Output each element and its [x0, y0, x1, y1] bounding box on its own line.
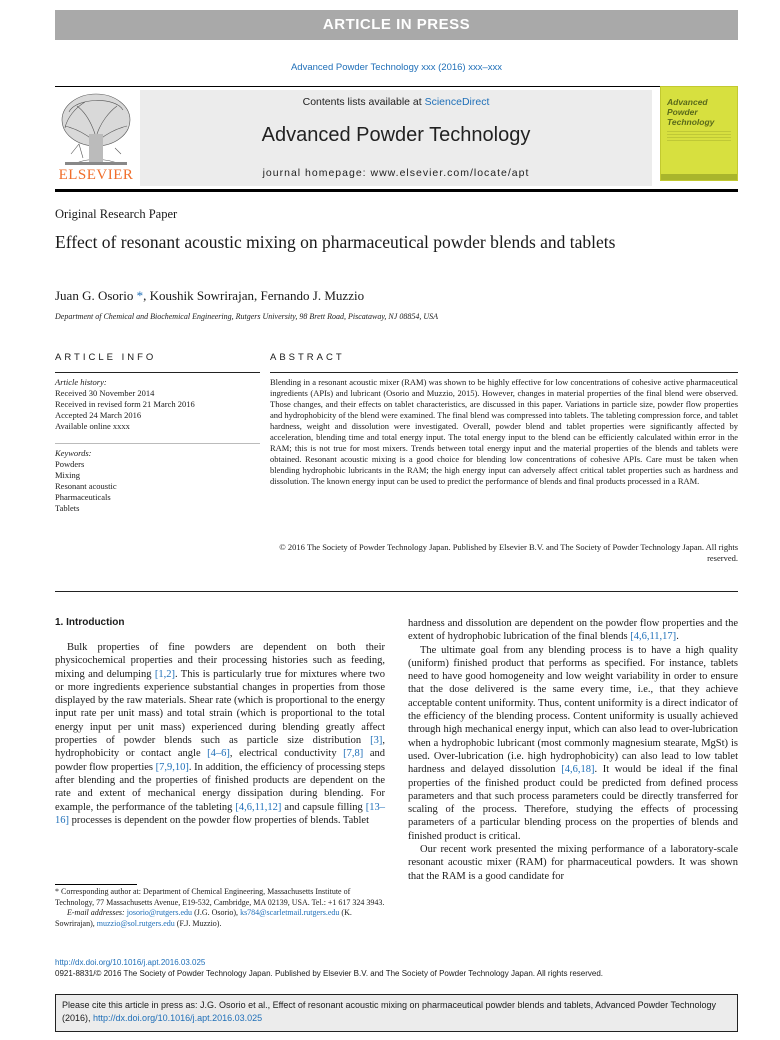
citation-doi-link[interactable]: http://dx.doi.org/10.1016/j.apt.2016.03.025: [93, 1013, 263, 1023]
body-column-right: [408, 617, 738, 883]
section-heading-introduction: 1. Introduction: [55, 617, 125, 628]
email-owner: (J.G. Osorio),: [192, 908, 241, 917]
body-column-left: [55, 641, 385, 827]
body-text-run: hardness and dissolution are dependent on the powder flow properties and the extent of hydrophobic lubrication of the final blends: [408, 618, 738, 643]
sciencedirect-link[interactable]: ScienceDirect: [424, 96, 490, 108]
reference-link[interactable]: [4–6]: [207, 748, 230, 760]
abstract-copyright: © 2016 The Society of Powder Technology Japan. Published by Elsevier B.V. and The Society of Powder Technology Japan. All rights reserved.: [279, 542, 738, 563]
body-text-run: Our recent work presented the mixing performance of a laboratory-scale resonant acoustic mixer (RAM) for pharmaceutical powders. It was shown that the RAM is a good candidate for: [408, 844, 738, 882]
body-text-run: and powder flow properties: [55, 748, 385, 773]
email-link[interactable]: josorio@rutgers.edu: [126, 908, 193, 917]
intro-paragraph-1: [55, 641, 385, 827]
cover-strip: [661, 174, 737, 180]
reference-link[interactable]: [7,8]: [343, 748, 364, 760]
email-label: E-mail addresses:: [67, 908, 127, 917]
history-item: Available online xxxx: [55, 421, 130, 431]
email-link[interactable]: ks784@scarletmail.rutgers.edu: [240, 908, 340, 917]
reference-link[interactable]: [7,9,10]: [155, 761, 189, 773]
body-text-run: The ultimate goal from any blending process is to have a high quality (uniform) finished product that performs as specified. For instance, tablets need to have good homogeneity and low weight variability in order to ensure that the dose delivered is the same every time, i.e., that they achieve acceptable content uniformity. Thus, content uniformity is a direct indicator of the efficiency of the blending process. Content uniformity is usually achieved through high mechanical energy input, which can also lead to over-lubrication when a hydrophobic lubricant (most commonly magnesium stearate, MgSt) is used. Over-lubrication (i.e. high hydrophobicity) can also lead to low tablet hardness and delayed dissolution: [408, 644, 738, 776]
elsevier-wordmark: ELSEVIER: [58, 167, 134, 183]
other-authors: , Koushik Sowrirajan, Fernando J. Muzzio: [143, 288, 365, 303]
journal-reference[interactable]: Advanced Powder Technology xxx (2016) xxx–xxx: [290, 62, 503, 73]
body-text-run: , hydrophobicity or contact angle: [55, 735, 385, 760]
author-list: [55, 288, 364, 304]
citation-text: Please cite this article in press as: J.G. Osorio et al., Effect of resonant acoustic mixing on pharmaceutical powder blends and tablets, Advanced Powder Technology (2016),: [62, 1000, 717, 1023]
corresponding-author-mark[interactable]: *: [133, 288, 144, 303]
history-item: Accepted 24 March 2016: [55, 410, 142, 420]
email-addresses: [55, 908, 385, 929]
abstract-bottom-rule: [55, 591, 738, 592]
doi-link[interactable]: http://dx.doi.org/10.1016/j.apt.2016.03.025: [55, 958, 206, 967]
header-top-rule: [55, 86, 738, 87]
keyword-item: Resonant acoustic: [55, 481, 117, 491]
history-divider: [55, 443, 260, 444]
abstract-text: Blending in a resonant acoustic mixer (RAM) was shown to be highly effective for low concentrations of cohesive active pharmaceutical ingredients (APIs) and lubricant (Osorio and Muzzio, 2015). However, changes in material properties of the final blend were observed. Those changes, and their effects on tablet characteristics, are discussed in this paper. Variations in particle size, powder flow properties and hydrophobicity of the blend were examined. The final blend was compressed into tablets. The tableting compression force, and tablet hardness, weight and dissolution were investigated. Overall, powder blend and tablet properties were significantly affected by acceleration, blending time and total energy input. The total energy input to the blend can be efficiently calculated within error in the RAM; this is not true for most mixers. Trends between total energy input and the material properties of the blends and tablets were obtained. Resonant acoustic mixing is a good choice for blending low concentrations of cohesive APIs. Care must be taken when blending hydrophobic lubricants in the RAM; the high energy input can adversely affect critical tablet properties such as hardness and dissolution. The known energy input can be used to predict the performance of blends and final products processed in a RAM.: [270, 377, 738, 486]
reference-link[interactable]: [4,6,11,17]: [630, 631, 677, 643]
cover-text-lines: [667, 131, 731, 143]
keyword-item: Pharmaceuticals: [55, 492, 111, 502]
email-owner: (K. Sowrirajan),: [55, 908, 352, 928]
reference-link[interactable]: [4,6,18]: [561, 764, 595, 776]
contents-prefix: Contents lists available at: [302, 96, 425, 108]
cover-title: Advanced Powder Technology: [667, 97, 715, 127]
keyword-item: Tablets: [55, 503, 80, 513]
footnote-rule: [55, 884, 137, 885]
affiliation: Department of Chemical and Biochemical Engineering, Rutgers University, 98 Brett Road, Piscataway, NJ 08854, USA: [55, 312, 438, 321]
history-label: Article history:: [55, 377, 107, 387]
body-text-run: processes is dependent on the powder flow properties of blends. Tablet: [69, 814, 369, 826]
header-bottom-rule: [55, 189, 738, 192]
keyword-item: Mixing: [55, 470, 81, 480]
body-text-run: , electrical conductivity: [229, 748, 344, 760]
intro-paragraph-3: [408, 644, 738, 843]
reference-link[interactable]: [13–16]: [55, 801, 385, 826]
abstract-rule: [270, 372, 738, 373]
reference-link[interactable]: [1,2]: [154, 668, 175, 680]
history-item: Received 30 November 2014: [55, 388, 155, 398]
body-text-run: . In addition, the efficiency of processing steps after blending and the properties of finished products are dependent on the rate and extent of mechanical energy dissipation during blending. For example, the performance of the tableting: [55, 761, 385, 813]
journal-cover-thumbnail[interactable]: [660, 86, 738, 181]
body-text-run: Bulk properties of fine powders are dependent on both their physicochemical properties and their processing histories such as feeding, mixing and delumping: [55, 642, 385, 680]
issn-copyright: 0921-8831/© 2016 The Society of Powder Technology Japan. Published by Elsevier B.V. and The Society of Powder Technology Japan. All rights reserved.: [55, 969, 604, 978]
article-info-rule: [55, 372, 260, 373]
body-text-run: . This is particularly true for mixtures where two or more ingredients experience substantial changes in properties from those displayed by the raw materials. Shear rate (which is proportional to the energy input rate per unit mass) and total strain (which is proportional to the total energy input per unit mass) experienced during blending greatly affect properties of powder blends such as particle size distribution: [55, 668, 385, 747]
keyword-item: Powders: [55, 459, 85, 469]
corresponding-author-note: * Corresponding author at: Department of Chemical Engineering, Massachusetts Institute of Technology, 77 Massachusetts Avenue, E19-532, Cambridge, MA 02139, USA. Tel.: +1 617 324 3943.: [55, 887, 385, 907]
article-in-press-banner: ARTICLE IN PRESS: [55, 10, 738, 40]
homepage-link[interactable]: www.elsevier.com/locate/apt: [370, 167, 530, 179]
intro-paragraph-2: [408, 617, 738, 644]
journal-title: Advanced Powder Technology: [261, 124, 531, 146]
email-link[interactable]: muzzio@sol.rutgers.edu: [96, 918, 175, 928]
intro-paragraph-4: [408, 843, 738, 883]
article-history: [55, 377, 260, 432]
body-text-run: and capsule filling: [281, 801, 366, 813]
reference-link[interactable]: [3]: [370, 735, 383, 747]
keywords: [55, 448, 260, 514]
keywords-label: Keywords:: [55, 448, 92, 458]
citation-box: [55, 994, 738, 1032]
author-1: Juan G. Osorio: [55, 288, 134, 303]
email-owner: (F.J. Muzzio).: [174, 918, 222, 928]
paper-type: Original Research Paper: [55, 207, 178, 221]
abstract-heading: ABSTRACT: [270, 352, 345, 363]
body-text-run: . It would be ideal if the final properties of the finished product could be predicted from defined process parameters and that such process parameters could be directly transferred for scaling of the process. Therefore, studying the effects of processing parameters of a particular blending process on the properties of blends and finished product is critical.: [408, 764, 739, 842]
contents-line: [140, 96, 652, 108]
reference-link[interactable]: [4,6,11,12]: [235, 801, 282, 813]
journal-homepage-line: [140, 167, 652, 179]
homepage-prefix: journal homepage:: [262, 167, 371, 179]
paper-title: Effect of resonant acoustic mixing on pharmaceutical powder blends and tablets: [55, 232, 616, 252]
body-text-run: .: [676, 631, 679, 643]
article-info-heading: ARTICLE INFO: [55, 352, 157, 363]
footnote: [55, 887, 385, 929]
history-item: Received in revised form 21 March 2016: [55, 399, 195, 409]
